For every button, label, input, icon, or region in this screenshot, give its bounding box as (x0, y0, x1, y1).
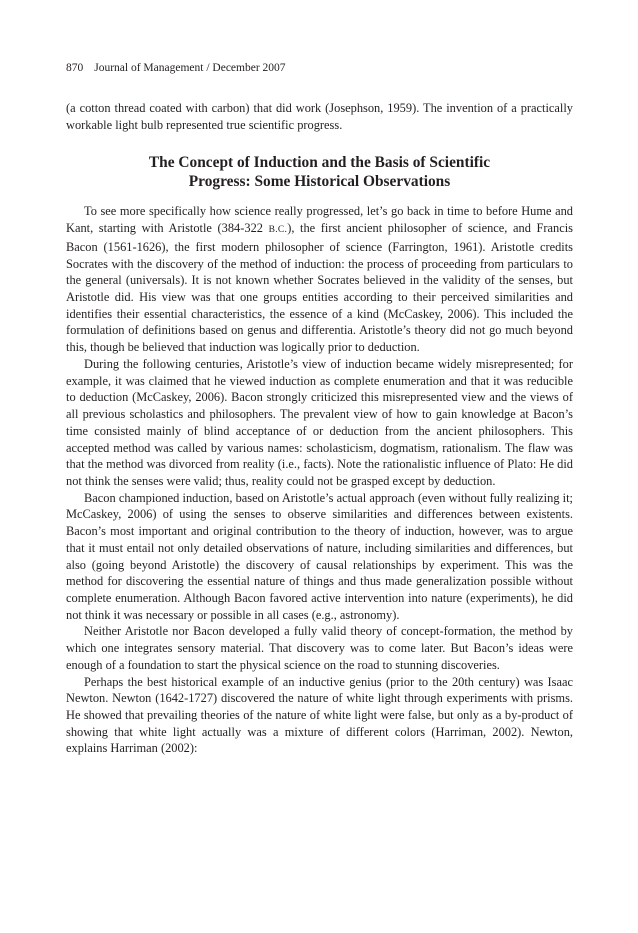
section-heading-line-1: The Concept of Induction and the Basis of Scientific (148, 154, 491, 172)
paragraph-concept-formation: Neither Aristotle nor Bacon developed a fully valid theory of concept-formation, the method by which one integrates sensory material. That discovery was to come later. But Bacon’s ideas were enough of a foundation to start the physical science on the road to stunning discoveries. (66, 624, 573, 672)
page-number: 870 (66, 62, 84, 74)
section-heading-line-2: Progress: Some Historical Observations (188, 173, 451, 191)
journal-page (66, 60, 573, 757)
running-head (66, 60, 573, 76)
paragraph-aristotle (66, 203, 573, 355)
paragraph-text: ), the first ancient philosopher of science, and Francis Bacon (1561-1626), the first modern philosopher of science (Farrington, 1961). Aristotle credits Socrates with the discovery of the method of induction: the process of proceeding from particulars to the general (universals). It is not known whether Socrates believed in the validity of the senses, but Aristotle did. His view was that one groups entities according to their perceived similarities and identifies their essential characteristics, the essence of a kind (McCaskey, 2006). This included the formulation of definitions based on genus and differentia. Aristotle’s theory did not go much beyond this, though be believed that induction was logically prior to deduction. (66, 221, 574, 355)
intro-paragraph: (a cotton thread coated with carbon) that did work (Josephson, 1959). The invention of a practically workable light bulb represented true scientific progress. (66, 101, 573, 132)
paragraph-text: To see more specifically how science really progressed, let’s go back in time to before Hume and Kant, starting with Aristotle (384-322 (66, 204, 573, 236)
paragraph-misrepresentation: During the following centuries, Aristotle’s view of induction became widely misrepresented; for example, it was claimed that he viewed induction as complete enumeration and that it was reducible to deduction (McCaskey, 2006). Bacon strongly criticized this misrepresented view and the views of all previous scholastics and philosophers. The prevalent view of how to gain knowledge at Bacon’s time consisted mainly of blind acceptance of or deduction from the ancient philosophers. This accepted method was called by various names: scholasticism, dogmatism, rationalism. The flaw was that the method was divorced from reality (i.e., facts). Note the rationalistic influence of Plato: He did not think the senses were valid; thus, reality could not be grasped except by deduction. (66, 356, 573, 488)
article-body (66, 100, 573, 757)
paragraph-bacon: Bacon championed induction, based on Aristotle’s actual approach (even without fully realizing it; McCaskey, 2006) of using the senses to observe similarities and differences between existents. Bacon’s most important and original contribution to the theory of induction, however, was to argue that it must entail not only detailed observations of nature, including similarities and differences, but also (going beyond Aristotle) the discovery of causal relationships by experiment. This was the method for discovering the essential nature of things and thus made generalization possible without complete enumeration. Although Bacon favored active intervention into nature (experiments), he did not think it was necessary or possible in all cases (e.g., astronomy). (66, 490, 573, 622)
era-abbreviation: B.C. (268, 225, 288, 236)
journal-title: Journal of Management / December 2007 (94, 62, 286, 74)
paragraph-newton: Perhaps the best historical example of an inductive genius (prior to the 20th century) was Isaac Newton. Newton (1642-1727) discovered the nature of white light through experiments with prisms. He showed that prevailing theories of the nature of white light were false, but only as a by-product of showing that white light actually was a mixture of different colors (Harriman, 2002). Newton, explains Harriman (2002): (66, 674, 573, 756)
section-heading (66, 153, 573, 191)
